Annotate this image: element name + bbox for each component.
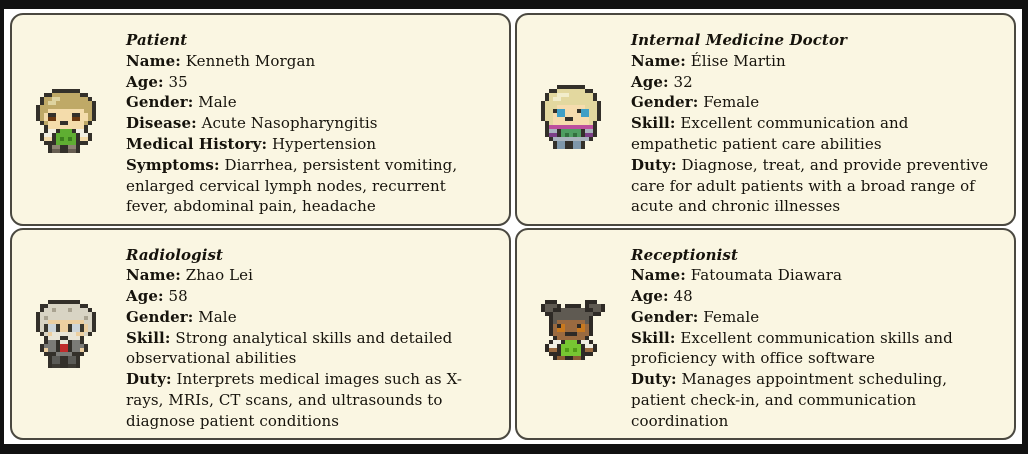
- character-card-internal-medicine-doctor: [515, 13, 1016, 226]
- field-gender: [126, 92, 493, 113]
- role-title: Internal Medicine Doctor: [631, 31, 848, 49]
- field-label: Name:: [126, 266, 181, 285]
- field-label: Age:: [631, 287, 669, 306]
- character-cards-grid: [10, 13, 1016, 440]
- card-text: [629, 230, 1014, 439]
- avatar-column: [517, 230, 629, 439]
- card-text: [629, 15, 1014, 224]
- field-value: Male: [193, 93, 237, 112]
- field-value: Manages appointment scheduling, patient check-in, and communication coordination: [631, 370, 948, 430]
- field-age: [126, 72, 493, 93]
- field-value: Fatoumata Diawara: [685, 266, 843, 285]
- card-text: [124, 15, 509, 224]
- field-name: [631, 51, 998, 72]
- character-card-receptionist: [515, 228, 1016, 441]
- field-label: Skill:: [631, 114, 676, 133]
- field-medical-history: [126, 134, 493, 155]
- field-age: [631, 286, 998, 307]
- avatar-column: [517, 15, 629, 224]
- role-title: Receptionist: [631, 245, 738, 264]
- field-skill: [126, 328, 493, 370]
- field-label: Symptoms:: [126, 155, 220, 174]
- field-skill: [631, 328, 998, 370]
- field-value: Acute Nasopharyngitis: [196, 114, 378, 133]
- receptionist-avatar-icon: [541, 300, 605, 368]
- avatar-column: [12, 15, 124, 224]
- field-name: [126, 51, 493, 72]
- field-name: [631, 265, 998, 286]
- field-label: Duty:: [126, 370, 172, 389]
- field-value: Kenneth Morgan: [180, 51, 316, 70]
- field-age: [126, 286, 493, 307]
- field-skill: [631, 113, 998, 155]
- field-label: Gender:: [126, 307, 194, 326]
- field-value: 48: [668, 287, 693, 306]
- field-value: Diagnose, treat, and provide preventive care for adult patients with a broad range of acute and chronic illnesses: [631, 155, 989, 216]
- field-value: Interprets medical images such as X-rays, MRIs, CT scans, and ultrasounds to diagnose patient conditions: [126, 370, 463, 430]
- character-card-patient: [10, 13, 511, 226]
- field-gender: [631, 92, 998, 113]
- field-label: Disease:: [126, 114, 197, 133]
- field-label: Age:: [631, 72, 669, 91]
- field-value: Élise Martin: [685, 51, 786, 70]
- field-value: Zhao Lei: [180, 266, 254, 285]
- character-card-radiologist: [10, 228, 511, 441]
- field-symptoms: [126, 155, 493, 217]
- field-label: Gender:: [631, 307, 699, 326]
- field-value: Female: [698, 93, 760, 112]
- patient-avatar-icon: [36, 85, 100, 153]
- field-value: 58: [163, 287, 188, 306]
- field-value: Strong analytical skills and detailed observational abilities: [126, 328, 453, 368]
- field-value: 35: [163, 72, 188, 91]
- field-label: Medical History:: [126, 134, 268, 153]
- field-label: Name:: [631, 266, 686, 285]
- field-value: Hypertension: [267, 134, 377, 153]
- field-label: Duty:: [631, 155, 677, 174]
- field-label: Age:: [126, 287, 164, 306]
- role-title: Radiologist: [126, 245, 224, 264]
- field-name: [126, 265, 493, 286]
- field-gender: [126, 307, 493, 328]
- field-label: Skill:: [126, 328, 171, 347]
- avatar-column: [12, 230, 124, 439]
- field-label: Skill:: [631, 328, 676, 347]
- field-value: Male: [193, 307, 237, 326]
- internal-medicine-doctor-avatar-icon: [541, 85, 605, 153]
- card-text: [124, 230, 509, 439]
- field-disease: [126, 113, 493, 134]
- field-gender: [631, 307, 998, 328]
- field-label: Gender:: [631, 93, 699, 112]
- field-label: Gender:: [126, 93, 194, 112]
- field-duty: [631, 155, 998, 217]
- field-label: Age:: [126, 72, 164, 91]
- field-label: Duty:: [631, 370, 677, 389]
- role-title: Patient: [126, 31, 188, 49]
- field-value: Female: [698, 307, 760, 326]
- radiologist-avatar-icon: [36, 300, 100, 368]
- field-value: 32: [668, 72, 693, 91]
- field-label: Name:: [126, 51, 181, 70]
- field-value: Excellent communication and empathetic patient care abilities: [631, 114, 909, 153]
- field-age: [631, 72, 998, 93]
- field-value: Excellent communication skills and proficiency with office software: [631, 328, 953, 368]
- field-duty: [126, 369, 493, 431]
- field-duty: [631, 369, 998, 431]
- field-value: Diarrhea, persistent vomiting, enlarged cervical lymph nodes, recurrent fever, abdominal pain, headache: [126, 155, 458, 216]
- field-label: Name:: [631, 51, 686, 70]
